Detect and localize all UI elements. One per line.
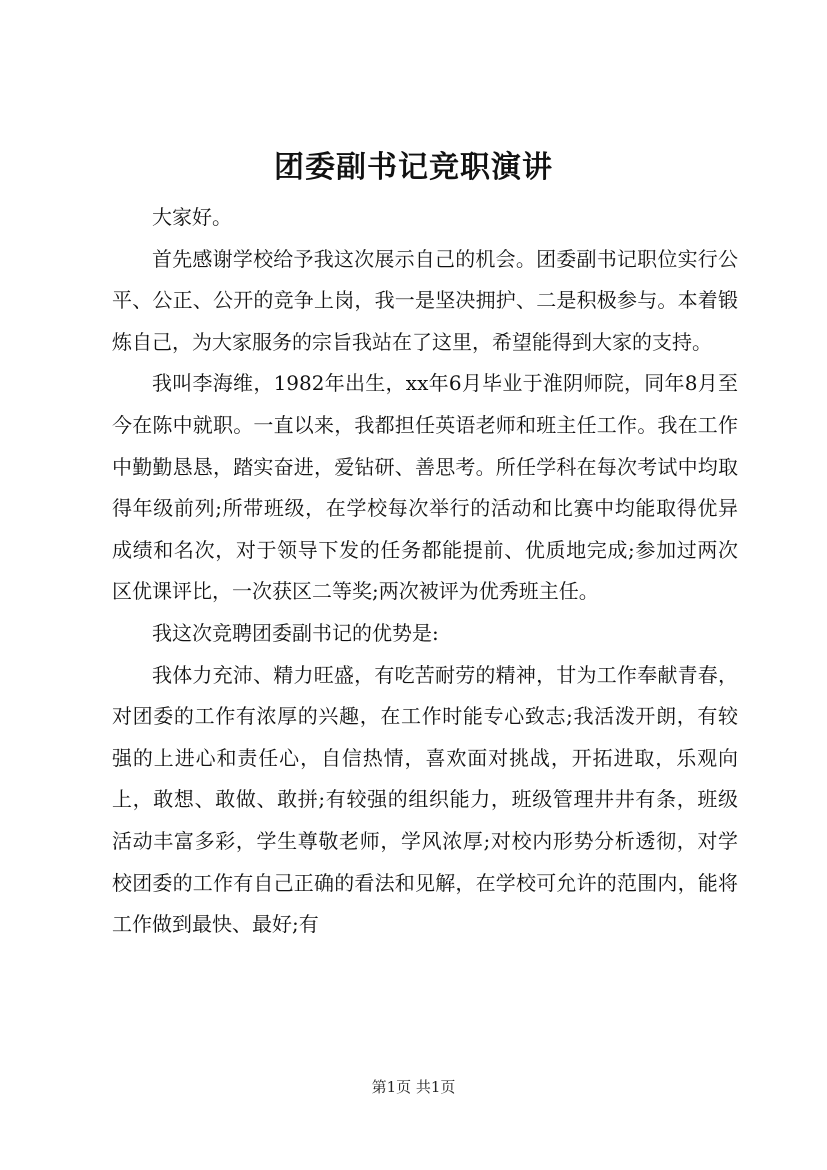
- paragraph-greeting: 大家好。: [152, 205, 232, 229]
- document-title: 团委副书记竞职演讲: [274, 150, 553, 185]
- paragraph-advantages: 我体力充沛、精力旺盛，有吃苦耐劳的精神，甘为工作奉献青春，对团委的工作有浓厚的兴趣，在工作时能专心致志;我活泼开朗，有较强的上进心和责任心，自信热情，喜欢面对挑战，开拓进取，乐观向上，敢想、敢做、敢拼;有较强的组织能力，班级管理井井有条，班级活动丰富多彩，学生尊敬老师，学风浓厚;对校内形势分析透彻，对学校团委的工作有自己正确的看法和见解，在学校可允许的范围内，能将工作做到最快、最好;有: [112, 662, 738, 937]
- paragraph-introduction: 我叫李海维，1982年出生，xx年6月毕业于淮阴师院，同年8月至今在陈中就职。一直以来，我都担任英语老师和班主任工作。我在工作中勤勤恳恳，踏实奋进，爱钻研、善思考。所任学科在每次考试中均取得年级前列;所带班级，在学校每次举行的活动和比赛中均能取得优异成绩和名次，对于领导下发的任务都能提前、优质地完成;参加过两次区优课评比，一次获区二等奖;两次被评为优秀班主任。: [112, 371, 738, 604]
- paragraph-advantages-heading: 我这次竞聘团委副书记的优势是:: [152, 620, 439, 645]
- page-number-footer: 第1页 共1页: [371, 1078, 456, 1096]
- document-body: [112, 197, 738, 946]
- paragraph-thanks: 首先感谢学校给予我这次展示自己的机会。团委副书记职位实行公平、公正、公开的竞争上岗，我一是坚决拥护、二是积极参与。本着锻炼自己，为大家服务的宗旨我站在了这里，希望能得到大家的支持。: [112, 246, 738, 354]
